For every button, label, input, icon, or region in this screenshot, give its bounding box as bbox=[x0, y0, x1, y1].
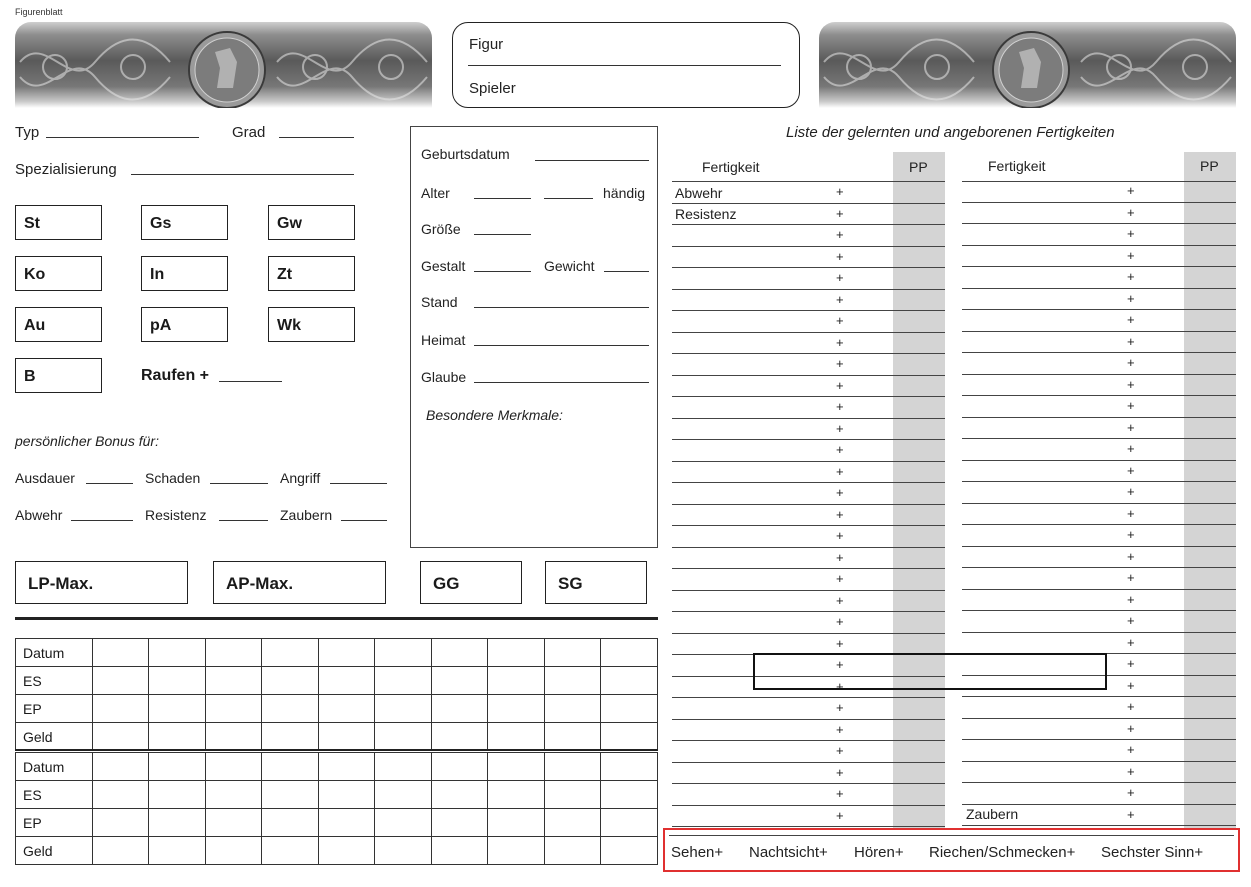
xp-cell[interactable] bbox=[544, 781, 601, 809]
xp-cell[interactable] bbox=[601, 837, 658, 865]
skill-plus-left: + bbox=[836, 700, 844, 715]
xp-cell[interactable] bbox=[601, 695, 658, 723]
skills-title: Liste der gelernten und angeborenen Fertigkeiten bbox=[786, 124, 1115, 141]
skill-row-line-right bbox=[962, 632, 1236, 633]
xp-row-label: Geld bbox=[16, 723, 93, 751]
attribute-gw[interactable]: Gw bbox=[268, 205, 355, 240]
xp-cell[interactable] bbox=[149, 837, 206, 865]
sense-hoeren[interactable]: Hören+ bbox=[854, 844, 904, 861]
xp-cell[interactable] bbox=[544, 695, 601, 723]
skill-plus-right: + bbox=[1127, 484, 1135, 499]
geburtsdatum-label: Geburtsdatum bbox=[421, 146, 510, 162]
skill-row-line-left bbox=[672, 568, 945, 569]
xp-cell[interactable] bbox=[92, 667, 149, 695]
skill-row-line-left bbox=[672, 289, 945, 290]
xp-cell[interactable] bbox=[262, 837, 319, 865]
xp-cell[interactable] bbox=[488, 667, 545, 695]
sg-box[interactable]: SG bbox=[545, 561, 647, 604]
skill-row-line-left bbox=[672, 310, 945, 311]
skill-plus-left: + bbox=[836, 807, 844, 823]
skill-row-line-right bbox=[962, 804, 1236, 805]
skill-row-line-left bbox=[672, 826, 945, 827]
skill-name-zaubern: Zaubern bbox=[966, 806, 1019, 822]
ausdauer-field[interactable] bbox=[86, 483, 133, 484]
spezialisierung-label: Spezialisierung bbox=[15, 161, 117, 178]
skill-row-line-left bbox=[672, 719, 945, 720]
skill-plus-left: + bbox=[836, 528, 844, 543]
skill-row-line-left bbox=[672, 590, 945, 591]
skill-row-line-right bbox=[962, 782, 1236, 783]
xp-cell[interactable] bbox=[92, 781, 149, 809]
xp-cell[interactable] bbox=[92, 837, 149, 865]
bonus-title: persönlicher Bonus für: bbox=[15, 433, 159, 449]
xp-cell[interactable] bbox=[544, 753, 601, 781]
typ-field[interactable] bbox=[46, 137, 199, 138]
skill-row-line-right bbox=[962, 417, 1236, 418]
skill-plus-left: + bbox=[836, 764, 844, 780]
skill-row-line-left bbox=[672, 418, 945, 419]
xp-cell[interactable] bbox=[544, 639, 601, 667]
skill-plus-right: + bbox=[1127, 527, 1135, 542]
xp-row bbox=[16, 781, 658, 809]
skill-plus-right: + bbox=[1127, 355, 1135, 370]
xp-cell[interactable] bbox=[431, 809, 488, 837]
grad-label: Grad bbox=[232, 124, 266, 141]
stand-field[interactable] bbox=[474, 307, 649, 308]
xp-cell[interactable] bbox=[544, 667, 601, 695]
ap-max-box[interactable]: AP-Max. bbox=[213, 561, 386, 604]
xp-row bbox=[16, 695, 658, 723]
raufen-field[interactable] bbox=[219, 381, 282, 382]
skill-plus-right: + bbox=[1127, 591, 1135, 607]
pp-column-right bbox=[1184, 152, 1236, 829]
xp-cell[interactable] bbox=[262, 639, 319, 667]
skill-row-line-right bbox=[962, 202, 1236, 203]
xp-cell[interactable] bbox=[488, 695, 545, 723]
xp-cell[interactable] bbox=[318, 639, 375, 667]
skill-header-right: Fertigkeit bbox=[988, 158, 1046, 174]
grad-field[interactable] bbox=[279, 137, 354, 138]
skill-row-line-left bbox=[672, 633, 945, 634]
skill-plus-right: + bbox=[1127, 419, 1135, 435]
xp-cell[interactable] bbox=[431, 753, 488, 781]
xp-row bbox=[16, 639, 658, 667]
attribute-zt[interactable]: Zt bbox=[268, 256, 355, 291]
xp-cell[interactable] bbox=[601, 667, 658, 695]
glaube-label: Glaube bbox=[421, 369, 467, 385]
skill-plus-right: + bbox=[1127, 183, 1135, 198]
heimat-label: Heimat bbox=[421, 332, 466, 348]
xp-cell[interactable] bbox=[431, 723, 488, 751]
gewicht-label: Gewicht bbox=[544, 258, 595, 274]
attribute-b[interactable]: B bbox=[15, 358, 102, 393]
skill-plus-right: + bbox=[1127, 398, 1135, 413]
skill-row-line-right bbox=[962, 718, 1236, 719]
merkmale-label: Besondere Merkmale: bbox=[426, 407, 563, 423]
skill-plus-left: + bbox=[836, 721, 844, 737]
skill-plus-right: + bbox=[1127, 441, 1135, 456]
skill-plus-right: + bbox=[1127, 462, 1135, 478]
skill-row-line-right bbox=[962, 546, 1236, 547]
xp-row bbox=[16, 753, 658, 781]
skill-row-line-right bbox=[962, 481, 1236, 482]
skill-row-line-left bbox=[672, 396, 945, 397]
xp-row bbox=[16, 723, 658, 751]
xp-cell[interactable] bbox=[205, 837, 262, 865]
skill-plus-left: + bbox=[836, 420, 844, 436]
ornament-banner-left bbox=[15, 22, 432, 108]
skill-plus-left: + bbox=[836, 614, 844, 629]
xp-cell[interactable] bbox=[318, 723, 375, 751]
xp-cell[interactable] bbox=[544, 809, 601, 837]
abwehr-bonus-field[interactable] bbox=[71, 520, 133, 521]
skill-row-line-right bbox=[962, 589, 1236, 590]
angriff-field[interactable] bbox=[330, 483, 387, 484]
typ-label: Typ bbox=[15, 124, 40, 141]
xp-cell[interactable] bbox=[431, 837, 488, 865]
xp-cell[interactable] bbox=[431, 639, 488, 667]
skill-plus-left: + bbox=[836, 506, 844, 522]
xp-cell[interactable] bbox=[601, 753, 658, 781]
skill-row-line-left bbox=[672, 504, 945, 505]
skill-plus-right: + bbox=[1127, 333, 1135, 349]
sense-sehen[interactable]: Sehen+ bbox=[671, 844, 724, 861]
xp-cell[interactable] bbox=[375, 837, 432, 865]
lp-max-box[interactable]: LP-Max. bbox=[15, 561, 188, 604]
skill-row-line-left bbox=[672, 267, 945, 268]
skill-row-line-left bbox=[672, 805, 945, 806]
xp-cell[interactable] bbox=[92, 809, 149, 837]
xp-cell[interactable] bbox=[318, 837, 375, 865]
skill-plus-right: + bbox=[1127, 312, 1135, 327]
xp-cell[interactable] bbox=[318, 667, 375, 695]
ornament-banner-right bbox=[819, 22, 1236, 108]
skill-plus-left: + bbox=[836, 657, 844, 672]
skill-row-line-left bbox=[672, 525, 945, 526]
attribute-au[interactable]: Au bbox=[15, 307, 102, 342]
schaden-field[interactable] bbox=[210, 483, 268, 484]
xp-cell[interactable] bbox=[149, 781, 206, 809]
xp-cell[interactable] bbox=[205, 781, 262, 809]
skill-plus-left: + bbox=[836, 442, 844, 457]
xp-cell[interactable] bbox=[375, 723, 432, 751]
xp-cell[interactable] bbox=[205, 753, 262, 781]
skill-row-line-right bbox=[962, 460, 1236, 461]
schaden-label: Schaden bbox=[145, 470, 201, 486]
skill-plus-right: + bbox=[1127, 699, 1135, 714]
pp-header-right: PP bbox=[1200, 158, 1219, 174]
attribute-gs[interactable]: Gs bbox=[141, 205, 228, 240]
skill-row-line-left bbox=[672, 611, 945, 612]
gestalt-field[interactable] bbox=[474, 271, 531, 272]
skill-row-line-left bbox=[672, 547, 945, 548]
gestalt-label: Gestalt bbox=[421, 258, 466, 274]
skill-plus-left: + bbox=[836, 291, 844, 307]
skill-plus-right: + bbox=[1127, 656, 1135, 671]
skill-row-line-left bbox=[672, 461, 945, 462]
pp-column-left bbox=[893, 152, 945, 829]
xp-cell[interactable] bbox=[318, 809, 375, 837]
skill-plus-right: + bbox=[1127, 720, 1135, 736]
xp-cell[interactable] bbox=[92, 639, 149, 667]
resistenz-bonus-label: Resistenz bbox=[145, 507, 207, 523]
skill-plus-left: + bbox=[836, 743, 844, 758]
skill-plus-right: + bbox=[1127, 247, 1135, 263]
xp-cell[interactable] bbox=[601, 639, 658, 667]
skill-row-line-left bbox=[672, 482, 945, 483]
experience-table-1 bbox=[15, 638, 658, 751]
skill-row-line-right bbox=[962, 503, 1236, 504]
skill-plus-left: + bbox=[836, 377, 844, 393]
skill-plus-left: + bbox=[836, 184, 844, 199]
xp-row-label: Datum bbox=[16, 753, 93, 781]
xp-cell[interactable] bbox=[205, 809, 262, 837]
skill-row-line-left bbox=[672, 783, 945, 784]
skill-plus-right: + bbox=[1127, 376, 1135, 392]
xp-row-label: EP bbox=[16, 695, 93, 723]
xp-row bbox=[16, 837, 658, 865]
zaubern-bonus-label: Zaubern bbox=[280, 507, 333, 523]
ausdauer-label: Ausdauer bbox=[15, 470, 75, 486]
xp-cell[interactable] bbox=[205, 667, 262, 695]
sense-nachtsicht[interactable]: Nachtsicht+ bbox=[749, 844, 828, 861]
xp-row bbox=[16, 809, 658, 837]
xp-cell[interactable] bbox=[601, 781, 658, 809]
heimat-field[interactable] bbox=[474, 345, 649, 346]
pp-header-left: PP bbox=[909, 159, 928, 175]
xp-cell[interactable] bbox=[488, 809, 545, 837]
xp-cell[interactable] bbox=[431, 695, 488, 723]
character-name-box bbox=[452, 22, 800, 108]
skill-plus-left: + bbox=[836, 485, 844, 500]
haendig-label: händig bbox=[603, 185, 646, 201]
skill-row-line-right bbox=[962, 245, 1236, 246]
xp-cell[interactable] bbox=[92, 723, 149, 751]
skill-row-line-right bbox=[962, 438, 1236, 439]
xp-cell[interactable] bbox=[92, 753, 149, 781]
skill-plus-left: + bbox=[836, 356, 844, 371]
xp-cell[interactable] bbox=[544, 837, 601, 865]
merkmale-field[interactable] bbox=[420, 428, 648, 538]
xp-row-label: Datum bbox=[16, 639, 93, 667]
senses-bar bbox=[663, 828, 1240, 872]
xp-cell[interactable] bbox=[149, 753, 206, 781]
skill-row-line-left bbox=[672, 375, 945, 376]
xp-cell[interactable] bbox=[262, 695, 319, 723]
xp-cell[interactable] bbox=[149, 639, 206, 667]
attribute-wk[interactable]: Wk bbox=[268, 307, 355, 342]
skill-row-line-right bbox=[962, 288, 1236, 289]
skill-row-line-right bbox=[962, 567, 1236, 568]
figur-label: Figur bbox=[469, 36, 504, 53]
xp-cell[interactable] bbox=[318, 781, 375, 809]
alter-label: Alter bbox=[421, 185, 450, 201]
xp-cell[interactable] bbox=[488, 781, 545, 809]
skill-row-line-left bbox=[672, 353, 945, 354]
skill-row-line-left bbox=[672, 762, 945, 763]
xp-cell[interactable] bbox=[262, 723, 319, 751]
skill-plus-left: + bbox=[836, 571, 844, 586]
skill-plus-left: + bbox=[836, 463, 844, 479]
skill-plus-left: + bbox=[836, 549, 844, 565]
skill-plus-right: + bbox=[1127, 763, 1135, 779]
spezialisierung-field[interactable] bbox=[131, 174, 354, 175]
skill-row-line-right bbox=[962, 395, 1236, 396]
xp-cell[interactable] bbox=[601, 809, 658, 837]
skill-plus-left: + bbox=[836, 786, 844, 801]
skill-row-line-left bbox=[672, 740, 945, 741]
skill-plus-left: + bbox=[836, 248, 844, 264]
xp-cell[interactable] bbox=[205, 695, 262, 723]
skill-row-line-left bbox=[672, 203, 945, 204]
xp-row-label: ES bbox=[16, 667, 93, 695]
sheet-title: Figurenblatt bbox=[15, 7, 63, 17]
xp-cell[interactable] bbox=[375, 695, 432, 723]
skill-plus-right: + bbox=[1127, 613, 1135, 628]
xp-cell[interactable] bbox=[262, 809, 319, 837]
xp-cell[interactable] bbox=[262, 781, 319, 809]
skill-row-line-right bbox=[962, 825, 1236, 826]
skill-row-line-right bbox=[962, 223, 1236, 224]
attribute-in[interactable]: In bbox=[141, 256, 228, 291]
section-divider bbox=[15, 617, 658, 620]
zaubern-bonus-field[interactable] bbox=[341, 520, 387, 521]
skill-plus-left: + bbox=[836, 313, 844, 328]
skill-name-abwehr: Abwehr bbox=[675, 185, 723, 201]
skill-row-line-right bbox=[962, 331, 1236, 332]
xp-cell[interactable] bbox=[318, 753, 375, 781]
alter-field[interactable] bbox=[474, 198, 531, 199]
skill-plus-left: + bbox=[836, 270, 844, 285]
xp-cell[interactable] bbox=[149, 723, 206, 751]
xp-cell[interactable] bbox=[375, 781, 432, 809]
xp-cell[interactable] bbox=[205, 723, 262, 751]
skill-plus-right: + bbox=[1127, 505, 1135, 521]
skill-plus-left: + bbox=[836, 635, 844, 651]
xp-cell[interactable] bbox=[375, 667, 432, 695]
figur-field[interactable] bbox=[468, 65, 781, 66]
xp-row bbox=[16, 667, 658, 695]
stand-label: Stand bbox=[421, 294, 458, 310]
xp-cell[interactable] bbox=[431, 781, 488, 809]
xp-row-label: Geld bbox=[16, 837, 93, 865]
experience-table-2 bbox=[15, 752, 658, 865]
xp-cell[interactable] bbox=[149, 695, 206, 723]
skill-row-line-right bbox=[962, 739, 1236, 740]
skill-plus-right: + bbox=[1127, 204, 1135, 220]
skill-plus-right: + bbox=[1127, 269, 1135, 284]
xp-row-label: ES bbox=[16, 781, 93, 809]
highlight-box bbox=[753, 653, 1107, 690]
skill-plus-right: + bbox=[1127, 226, 1135, 241]
skill-header-left: Fertigkeit bbox=[702, 159, 760, 175]
skill-plus-left: + bbox=[836, 205, 844, 221]
geburtsdatum-field[interactable] bbox=[535, 160, 649, 161]
xp-row-label: EP bbox=[16, 809, 93, 837]
skill-row-line-left bbox=[672, 224, 945, 225]
skill-row-line-right bbox=[962, 309, 1236, 310]
skill-plus-left: + bbox=[836, 678, 844, 694]
skill-plus-right: + bbox=[1127, 634, 1135, 650]
skill-plus-left: + bbox=[836, 592, 844, 608]
haendig-field[interactable] bbox=[544, 198, 593, 199]
skill-row-line-left bbox=[672, 246, 945, 247]
skill-row-line-left bbox=[672, 439, 945, 440]
skill-plus-right: + bbox=[1127, 548, 1135, 564]
skill-plus-right: + bbox=[1127, 742, 1135, 757]
skill-row-line-right bbox=[962, 696, 1236, 697]
xp-cell[interactable] bbox=[375, 639, 432, 667]
skill-plus-right: + bbox=[1127, 677, 1135, 693]
groesse-field[interactable] bbox=[474, 234, 531, 235]
skill-row-line-right bbox=[962, 374, 1236, 375]
xp-cell[interactable] bbox=[262, 667, 319, 695]
skill-plus-right: + bbox=[1127, 806, 1135, 822]
abwehr-bonus-label: Abwehr bbox=[15, 507, 63, 523]
table-divider bbox=[15, 749, 658, 751]
spieler-label: Spieler bbox=[469, 80, 516, 97]
skill-name-resistenz: Resistenz bbox=[675, 206, 737, 222]
xp-cell[interactable] bbox=[488, 723, 545, 751]
resistenz-bonus-field[interactable] bbox=[219, 520, 268, 521]
skill-row-line-right bbox=[962, 761, 1236, 762]
xp-cell[interactable] bbox=[92, 695, 149, 723]
skill-plus-left: + bbox=[836, 334, 844, 350]
xp-cell[interactable] bbox=[488, 837, 545, 865]
xp-cell[interactable] bbox=[375, 753, 432, 781]
sense-sechster-sinn[interactable]: Sechster Sinn+ bbox=[1101, 844, 1204, 861]
glaube-field[interactable] bbox=[474, 382, 649, 383]
gg-box[interactable]: GG bbox=[420, 561, 522, 604]
skill-header-line-left bbox=[672, 181, 945, 182]
sense-riechen-schmecken[interactable]: Riechen/Schmecken+ bbox=[929, 844, 1076, 861]
xp-cell[interactable] bbox=[149, 809, 206, 837]
attribute-st[interactable]: St bbox=[15, 205, 102, 240]
skill-plus-left: + bbox=[836, 399, 844, 414]
skill-row-line-right bbox=[962, 610, 1236, 611]
attribute-pa[interactable]: pA bbox=[141, 307, 228, 342]
senses-top-line bbox=[669, 835, 1234, 836]
xp-cell[interactable] bbox=[205, 639, 262, 667]
skill-row-line-right bbox=[962, 524, 1236, 525]
skill-plus-right: + bbox=[1127, 785, 1135, 800]
xp-cell[interactable] bbox=[544, 723, 601, 751]
gewicht-field[interactable] bbox=[604, 271, 649, 272]
skill-row-line-left bbox=[672, 697, 945, 698]
xp-cell[interactable] bbox=[431, 667, 488, 695]
angriff-label: Angriff bbox=[280, 470, 321, 486]
skill-plus-left: + bbox=[836, 227, 844, 242]
xp-cell[interactable] bbox=[318, 695, 375, 723]
skill-row-line-left bbox=[672, 332, 945, 333]
skill-row-line-right bbox=[962, 266, 1236, 267]
xp-cell[interactable] bbox=[488, 753, 545, 781]
xp-cell[interactable] bbox=[601, 723, 658, 751]
raufen-label: Raufen + bbox=[141, 367, 210, 384]
groesse-label: Größe bbox=[421, 221, 461, 237]
skill-header-line-right bbox=[962, 181, 1236, 182]
xp-cell[interactable] bbox=[262, 753, 319, 781]
skill-plus-right: + bbox=[1127, 570, 1135, 585]
skill-plus-right: + bbox=[1127, 290, 1135, 306]
xp-cell[interactable] bbox=[488, 639, 545, 667]
xp-cell[interactable] bbox=[375, 809, 432, 837]
attribute-ko[interactable]: Ko bbox=[15, 256, 102, 291]
skill-row-line-right bbox=[962, 352, 1236, 353]
xp-cell[interactable] bbox=[149, 667, 206, 695]
